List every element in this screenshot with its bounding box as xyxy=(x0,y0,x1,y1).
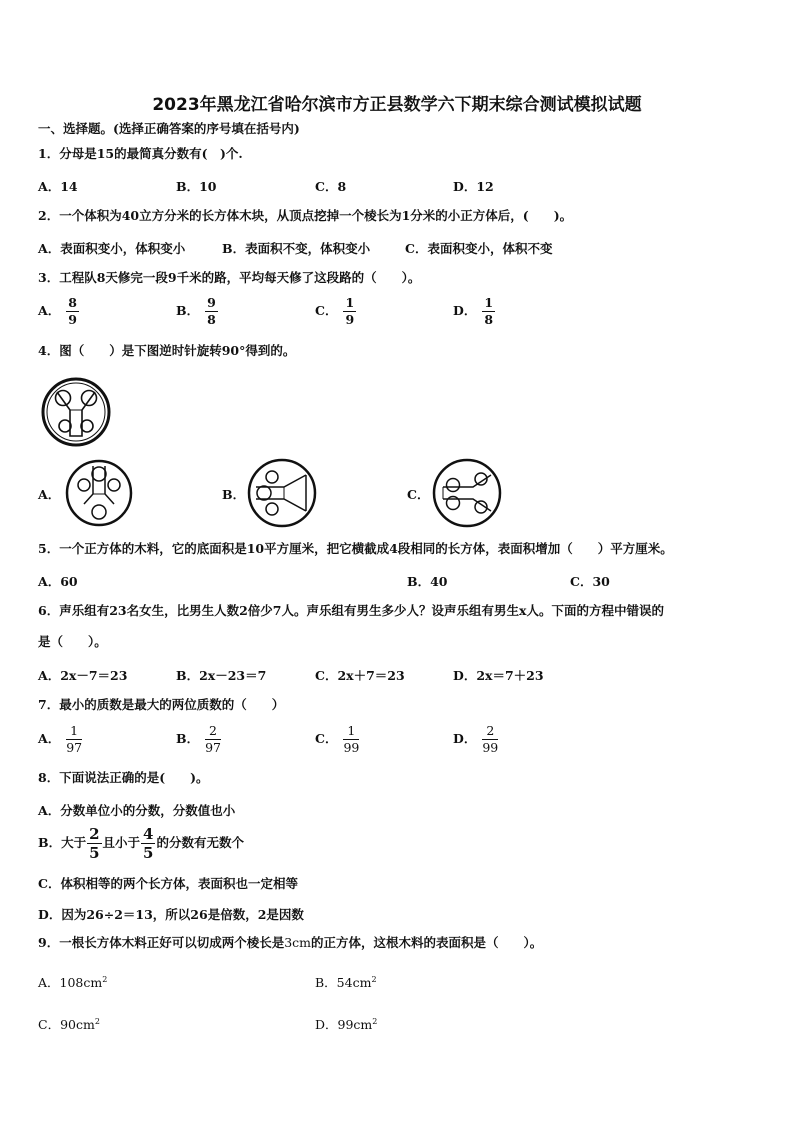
q9-b-exponent: 2 xyxy=(371,974,377,984)
q9-option-c[interactable] xyxy=(38,1015,100,1033)
q6-option-c[interactable]: C．2x＋7＝23 xyxy=(315,668,405,683)
q3-option-a[interactable] xyxy=(38,296,79,327)
q7-c-fraction xyxy=(343,724,359,755)
page-title: 2023年黑龙江省哈尔滨市方正县数学六下期末综合测试模拟试题 xyxy=(152,95,642,115)
q9-option-a[interactable] xyxy=(38,973,107,991)
q3-option-b[interactable] xyxy=(176,296,218,327)
q7-c-label: C． xyxy=(315,731,338,746)
q5-option-c[interactable]: C．30 xyxy=(570,574,610,589)
q7-option-a[interactable] xyxy=(38,724,82,755)
q9-a-exponent: 2 xyxy=(102,974,108,984)
q3-c-numerator: 1 xyxy=(345,295,355,310)
q7-b-fraction xyxy=(205,724,221,755)
q4-option-b[interactable]: B． xyxy=(222,487,246,502)
q3-b-denominator: 8 xyxy=(207,312,216,327)
q8-b-numerator-2: 4 xyxy=(143,825,154,843)
q2-option-a[interactable]: A．表面积变小，体积变小 xyxy=(38,241,186,256)
q3-a-numerator: 8 xyxy=(68,295,77,310)
q2-option-b[interactable]: B．表面积不变，体积变小 xyxy=(222,241,371,256)
q9-d-exponent: 2 xyxy=(372,1016,378,1026)
q7-c-numerator: 1 xyxy=(347,723,356,738)
q7-b-denominator: 97 xyxy=(205,740,221,755)
q2-option-c[interactable]: C．表面积变小，体积不变 xyxy=(405,241,553,256)
question-6-text-line2: 是（ ）。 xyxy=(38,634,107,649)
q7-option-c[interactable] xyxy=(315,724,359,755)
q4-option-c-figure[interactable] xyxy=(431,457,503,529)
question-8-text: 8．下面说法正确的是( )。 xyxy=(38,770,209,785)
q7-d-denominator: 99 xyxy=(482,740,499,755)
q7-d-numerator: 2 xyxy=(486,723,495,738)
q9-a-text: A．108cm xyxy=(38,975,103,990)
q8-b-fraction-2 xyxy=(141,826,155,861)
q4-option-c[interactable]: C． xyxy=(407,487,430,502)
q3-a-denominator: 9 xyxy=(68,312,77,327)
q3-a-fraction xyxy=(66,296,79,327)
q3-d-numerator: 1 xyxy=(484,295,494,310)
q4-option-b-figure[interactable] xyxy=(246,457,318,529)
question-6-text-line1: 6．声乐组有23名女生，比男生人数2倍少7人。声乐组有男生多少人？设声乐组有男生x人。下面的方程中错误的 xyxy=(38,603,664,618)
question-2-text: 2．一个体积为40立方分米的长方体木块，从顶点挖掉一个棱长为1分米的小正方体后，( )。 xyxy=(38,208,573,223)
q9-option-b[interactable] xyxy=(315,973,377,991)
q8-b-fraction-1 xyxy=(87,826,101,861)
q8-b-suffix: 的分数有无数个 xyxy=(156,835,244,850)
question-3-text: 3．工程队8天修完一段9千米的路，平均每天修了这段路的（ ）。 xyxy=(38,270,421,285)
q7-b-label: B． xyxy=(176,731,200,746)
q3-c-label: C． xyxy=(315,303,338,318)
q3-b-label: B． xyxy=(176,303,200,318)
q8-option-c[interactable]: C．体积相等的两个长方体，表面积也一定相等 xyxy=(38,876,298,891)
q3-d-label: D． xyxy=(453,303,477,318)
q7-d-fraction xyxy=(482,724,498,755)
q1-option-b[interactable]: B．10 xyxy=(176,179,217,194)
q8-b-denominator-1: 5 xyxy=(89,844,100,862)
q9-text-suffix: 的正方体，这根木料的表面积是（ ）。 xyxy=(311,935,543,950)
q1-option-c[interactable]: C．8 xyxy=(315,179,347,194)
q4-reference-figure xyxy=(40,376,112,448)
q8-b-denominator-2: 5 xyxy=(143,844,154,862)
question-9-text xyxy=(38,935,542,951)
question-5-text: 5．一个正方体的木料，它的底面积是10平方厘米，把它横截成4段相同的长方体，表面积增加（ ）平方厘米。 xyxy=(38,541,673,556)
q8-b-middle: 且小于 xyxy=(102,835,141,850)
q3-b-numerator: 9 xyxy=(207,295,216,310)
q7-option-d[interactable] xyxy=(453,724,498,755)
q3-option-c[interactable] xyxy=(315,296,356,327)
q3-d-fraction xyxy=(482,296,495,327)
q3-b-fraction xyxy=(205,296,218,327)
q7-option-b[interactable] xyxy=(176,724,221,755)
q8-option-a[interactable]: A．分数单位小的分数，分数值也小 xyxy=(38,803,236,818)
q3-c-fraction xyxy=(343,296,356,327)
q9-d-text: D．99cm xyxy=(315,1017,373,1032)
q3-option-d[interactable] xyxy=(453,296,495,327)
q9-length-unit: 3cm xyxy=(284,935,312,950)
q1-option-d[interactable]: D．12 xyxy=(453,179,494,194)
q6-option-b[interactable]: B．2x－23＝7 xyxy=(176,668,267,683)
q3-c-denominator: 9 xyxy=(345,312,355,327)
q4-option-a-figure[interactable] xyxy=(64,458,134,528)
q9-c-text: C．90cm xyxy=(38,1017,95,1032)
q7-a-label: A． xyxy=(38,731,61,746)
q8-option-d[interactable]: D．因为26÷2＝13，所以26是倍数，2是因数 xyxy=(38,907,304,922)
q9-b-text: B．54cm xyxy=(315,975,372,990)
q9-option-d[interactable] xyxy=(315,1015,377,1033)
q7-d-label: D． xyxy=(453,731,477,746)
q8-b-numerator-1: 2 xyxy=(89,825,100,843)
q8-option-b[interactable] xyxy=(38,826,244,861)
section-heading: 一、选择题。(选择正确答案的序号填在括号内) xyxy=(38,121,300,136)
q3-d-denominator: 8 xyxy=(484,312,494,327)
question-4-text: 4．图（ ）是下图逆时针旋转90°得到的。 xyxy=(38,343,296,358)
q7-c-denominator: 99 xyxy=(343,740,360,755)
q4-option-a[interactable]: A． xyxy=(38,487,61,502)
q7-a-fraction xyxy=(66,724,82,755)
q5-option-a[interactable]: A．60 xyxy=(38,574,78,589)
q6-option-d[interactable]: D．2x＝7＋23 xyxy=(453,668,544,683)
q9-text-prefix: 9．一根长方体木料正好可以切成两个棱长是 xyxy=(38,935,285,950)
q3-a-label: A． xyxy=(38,303,61,318)
question-7-text: 7．最小的质数是最大的两位质数的（ ） xyxy=(38,697,285,712)
q5-option-b[interactable]: B．40 xyxy=(407,574,448,589)
q8-b-prefix: B．大于 xyxy=(38,835,87,850)
q6-option-a[interactable]: A．2x－7＝23 xyxy=(38,668,128,683)
q9-c-exponent: 2 xyxy=(94,1016,100,1026)
question-1-text: 1．分母是15的最简真分数有( )个. xyxy=(38,146,243,161)
q7-b-numerator: 2 xyxy=(209,723,217,738)
q1-option-a[interactable]: A．14 xyxy=(38,179,78,194)
q7-a-denominator: 97 xyxy=(66,740,83,755)
q7-a-numerator: 1 xyxy=(70,723,79,738)
